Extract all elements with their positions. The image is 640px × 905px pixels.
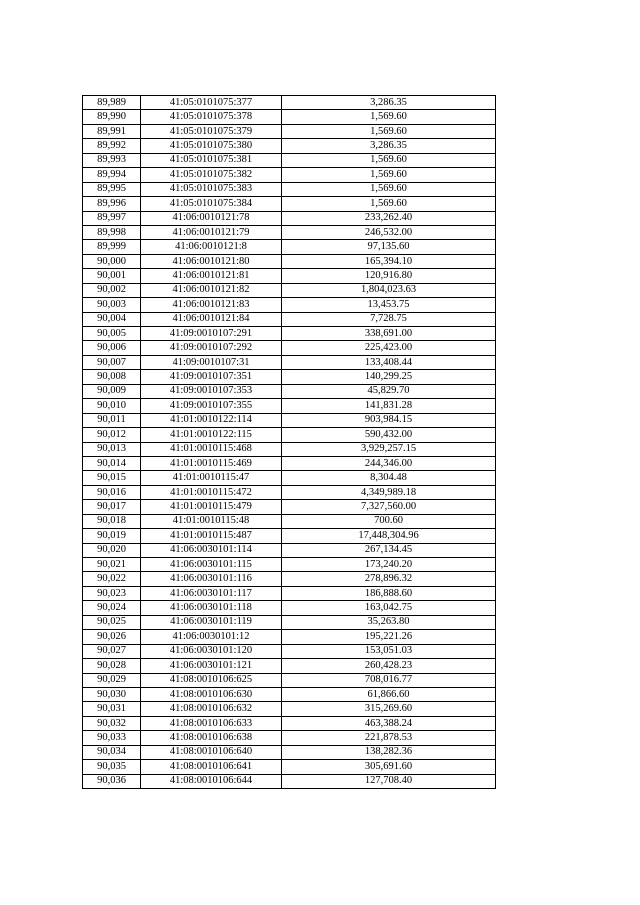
table-row	[83, 312, 496, 326]
row-number-cell: 90,026	[83, 630, 141, 644]
row-number-cell: 90,003	[83, 298, 141, 312]
cadastral-number-cell: 41:08:0010106:632	[141, 702, 282, 716]
amount-cell: 1,569.60	[282, 168, 496, 182]
table-row	[83, 399, 496, 413]
row-number-cell: 90,015	[83, 471, 141, 485]
amount-cell: 708,016.77	[282, 673, 496, 687]
cadastral-number-cell: 41:06:0010121:8	[141, 240, 282, 254]
cadastral-number-cell: 41:01:0010115:469	[141, 456, 282, 470]
row-number-cell: 90,018	[83, 514, 141, 528]
amount-cell: 225,423.00	[282, 341, 496, 355]
amount-cell: 260,428.23	[282, 659, 496, 673]
table-row	[83, 529, 496, 543]
cadastral-number-cell: 41:06:0010121:79	[141, 225, 282, 239]
amount-cell: 1,569.60	[282, 197, 496, 211]
cadastral-number-cell: 41:08:0010106:641	[141, 760, 282, 774]
cadastral-number-cell: 41:06:0030101:117	[141, 586, 282, 600]
cadastral-number-cell: 41:06:0030101:12	[141, 630, 282, 644]
table-row	[83, 197, 496, 211]
row-number-cell: 90,036	[83, 774, 141, 788]
amount-cell: 1,569.60	[282, 110, 496, 124]
table-row	[83, 731, 496, 745]
table-row	[83, 630, 496, 644]
cadastral-number-cell: 41:09:0010107:351	[141, 370, 282, 384]
amount-cell: 3,286.35	[282, 96, 496, 110]
table-body	[83, 96, 496, 789]
table-row	[83, 442, 496, 456]
row-number-cell: 90,012	[83, 428, 141, 442]
amount-cell: 3,929,257.15	[282, 442, 496, 456]
table-row	[83, 153, 496, 167]
cadastral-number-cell: 41:06:0010121:82	[141, 283, 282, 297]
row-number-cell: 90,009	[83, 384, 141, 398]
row-number-cell: 90,030	[83, 687, 141, 701]
row-number-cell: 90,023	[83, 586, 141, 600]
amount-cell: 17,448,304.96	[282, 529, 496, 543]
row-number-cell: 90,004	[83, 312, 141, 326]
table-row	[83, 456, 496, 470]
row-number-cell: 89,994	[83, 168, 141, 182]
row-number-cell: 90,005	[83, 327, 141, 341]
cadastral-number-cell: 41:06:0010121:78	[141, 211, 282, 225]
amount-cell: 4,349,989.18	[282, 485, 496, 499]
cadastral-number-cell: 41:08:0010106:625	[141, 673, 282, 687]
cadastral-number-cell: 41:01:0010122:115	[141, 428, 282, 442]
amount-cell: 165,394.10	[282, 254, 496, 268]
amount-cell: 463,388.24	[282, 716, 496, 730]
row-number-cell: 90,025	[83, 615, 141, 629]
row-number-cell: 90,008	[83, 370, 141, 384]
amount-cell: 138,282.36	[282, 745, 496, 759]
cadastral-number-cell: 41:06:0030101:116	[141, 572, 282, 586]
row-number-cell: 90,024	[83, 601, 141, 615]
row-number-cell: 89,996	[83, 197, 141, 211]
amount-cell: 61,866.60	[282, 687, 496, 701]
row-number-cell: 90,002	[83, 283, 141, 297]
cadastral-number-cell: 41:06:0030101:119	[141, 615, 282, 629]
table-row	[83, 687, 496, 701]
cadastral-number-cell: 41:05:0101075:377	[141, 96, 282, 110]
cadastral-number-cell: 41:09:0010107:292	[141, 341, 282, 355]
row-number-cell: 90,013	[83, 442, 141, 456]
document-page	[82, 95, 496, 789]
table-row	[83, 659, 496, 673]
amount-cell: 246,532.00	[282, 225, 496, 239]
row-number-cell: 90,034	[83, 745, 141, 759]
row-number-cell: 90,029	[83, 673, 141, 687]
row-number-cell: 89,989	[83, 96, 141, 110]
cadastral-number-cell: 41:06:0030101:114	[141, 543, 282, 557]
amount-cell: 338,691.00	[282, 327, 496, 341]
row-number-cell: 89,993	[83, 153, 141, 167]
row-number-cell: 90,007	[83, 355, 141, 369]
cadastral-number-cell: 41:01:0010115:472	[141, 485, 282, 499]
row-number-cell: 90,031	[83, 702, 141, 716]
amount-cell: 163,042.75	[282, 601, 496, 615]
table-row	[83, 601, 496, 615]
parcel-value-table	[82, 95, 496, 789]
table-row	[83, 370, 496, 384]
cadastral-number-cell: 41:05:0101075:382	[141, 168, 282, 182]
amount-cell: 141,831.28	[282, 399, 496, 413]
amount-cell: 590,432.00	[282, 428, 496, 442]
amount-cell: 1,569.60	[282, 124, 496, 138]
table-row	[83, 269, 496, 283]
row-number-cell: 90,020	[83, 543, 141, 557]
amount-cell: 186,888.60	[282, 586, 496, 600]
amount-cell: 244,346.00	[282, 456, 496, 470]
cadastral-number-cell: 41:09:0010107:353	[141, 384, 282, 398]
cadastral-number-cell: 41:06:0030101:121	[141, 659, 282, 673]
cadastral-number-cell: 41:09:0010107:355	[141, 399, 282, 413]
table-row	[83, 327, 496, 341]
table-row	[83, 355, 496, 369]
cadastral-number-cell: 41:01:0010115:479	[141, 500, 282, 514]
amount-cell: 45,829.70	[282, 384, 496, 398]
table-row	[83, 428, 496, 442]
amount-cell: 13,453.75	[282, 298, 496, 312]
amount-cell: 97,135.60	[282, 240, 496, 254]
table-row	[83, 586, 496, 600]
amount-cell: 35,263.80	[282, 615, 496, 629]
cadastral-number-cell: 41:06:0010121:80	[141, 254, 282, 268]
table-row	[83, 572, 496, 586]
row-number-cell: 89,998	[83, 225, 141, 239]
table-row	[83, 760, 496, 774]
table-row	[83, 716, 496, 730]
cadastral-number-cell: 41:06:0010121:83	[141, 298, 282, 312]
table-row	[83, 644, 496, 658]
row-number-cell: 90,022	[83, 572, 141, 586]
amount-cell: 315,269.60	[282, 702, 496, 716]
row-number-cell: 90,021	[83, 558, 141, 572]
row-number-cell: 90,010	[83, 399, 141, 413]
row-number-cell: 90,006	[83, 341, 141, 355]
amount-cell: 140,299.25	[282, 370, 496, 384]
cadastral-number-cell: 41:06:0030101:118	[141, 601, 282, 615]
cadastral-number-cell: 41:05:0101075:378	[141, 110, 282, 124]
row-number-cell: 90,014	[83, 456, 141, 470]
table-row	[83, 500, 496, 514]
amount-cell: 195,221.26	[282, 630, 496, 644]
amount-cell: 221,878.53	[282, 731, 496, 745]
cadastral-number-cell: 41:08:0010106:638	[141, 731, 282, 745]
cadastral-number-cell: 41:05:0101075:379	[141, 124, 282, 138]
table-row	[83, 110, 496, 124]
row-number-cell: 89,997	[83, 211, 141, 225]
table-row	[83, 124, 496, 138]
cadastral-number-cell: 41:06:0030101:120	[141, 644, 282, 658]
amount-cell: 1,569.60	[282, 182, 496, 196]
table-row	[83, 96, 496, 110]
amount-cell: 173,240.20	[282, 558, 496, 572]
row-number-cell: 90,028	[83, 659, 141, 673]
amount-cell: 120,916.80	[282, 269, 496, 283]
amount-cell: 133,408.44	[282, 355, 496, 369]
row-number-cell: 90,001	[83, 269, 141, 283]
cadastral-number-cell: 41:09:0010107:291	[141, 327, 282, 341]
cadastral-number-cell: 41:08:0010106:640	[141, 745, 282, 759]
table-row	[83, 514, 496, 528]
table-row	[83, 673, 496, 687]
row-number-cell: 90,016	[83, 485, 141, 499]
table-row	[83, 471, 496, 485]
amount-cell: 903,984.15	[282, 413, 496, 427]
table-row	[83, 745, 496, 759]
table-row	[83, 702, 496, 716]
table-row	[83, 384, 496, 398]
table-row	[83, 341, 496, 355]
amount-cell: 3,286.35	[282, 139, 496, 153]
table-row	[83, 182, 496, 196]
table-row	[83, 558, 496, 572]
table-row	[83, 774, 496, 788]
cadastral-number-cell: 41:01:0010115:487	[141, 529, 282, 543]
row-number-cell: 90,032	[83, 716, 141, 730]
amount-cell: 127,708.40	[282, 774, 496, 788]
row-number-cell: 90,019	[83, 529, 141, 543]
table-row	[83, 543, 496, 557]
table-row	[83, 254, 496, 268]
cadastral-number-cell: 41:09:0010107:31	[141, 355, 282, 369]
row-number-cell: 90,000	[83, 254, 141, 268]
row-number-cell: 90,035	[83, 760, 141, 774]
row-number-cell: 90,027	[83, 644, 141, 658]
cadastral-number-cell: 41:08:0010106:633	[141, 716, 282, 730]
table-row	[83, 298, 496, 312]
amount-cell: 8,304.48	[282, 471, 496, 485]
cadastral-number-cell: 41:08:0010106:630	[141, 687, 282, 701]
cadastral-number-cell: 41:08:0010106:644	[141, 774, 282, 788]
table-row	[83, 615, 496, 629]
cadastral-number-cell: 41:01:0010115:47	[141, 471, 282, 485]
cadastral-number-cell: 41:05:0101075:384	[141, 197, 282, 211]
cadastral-number-cell: 41:05:0101075:381	[141, 153, 282, 167]
row-number-cell: 89,999	[83, 240, 141, 254]
row-number-cell: 89,995	[83, 182, 141, 196]
cadastral-number-cell: 41:05:0101075:383	[141, 182, 282, 196]
row-number-cell: 89,990	[83, 110, 141, 124]
amount-cell: 233,262.40	[282, 211, 496, 225]
table-row	[83, 240, 496, 254]
table-row	[83, 139, 496, 153]
table-row	[83, 485, 496, 499]
row-number-cell: 89,991	[83, 124, 141, 138]
table-row	[83, 225, 496, 239]
cadastral-number-cell: 41:01:0010115:48	[141, 514, 282, 528]
amount-cell: 7,327,560.00	[282, 500, 496, 514]
table-row	[83, 168, 496, 182]
cadastral-number-cell: 41:05:0101075:380	[141, 139, 282, 153]
amount-cell: 1,569.60	[282, 153, 496, 167]
amount-cell: 1,804,023.63	[282, 283, 496, 297]
table-row	[83, 283, 496, 297]
amount-cell: 700.60	[282, 514, 496, 528]
row-number-cell: 89,992	[83, 139, 141, 153]
amount-cell: 153,051.03	[282, 644, 496, 658]
cadastral-number-cell: 41:06:0010121:84	[141, 312, 282, 326]
table-row	[83, 413, 496, 427]
row-number-cell: 90,011	[83, 413, 141, 427]
row-number-cell: 90,017	[83, 500, 141, 514]
cadastral-number-cell: 41:06:0010121:81	[141, 269, 282, 283]
amount-cell: 305,691.60	[282, 760, 496, 774]
amount-cell: 278,896.32	[282, 572, 496, 586]
amount-cell: 267,134.45	[282, 543, 496, 557]
cadastral-number-cell: 41:06:0030101:115	[141, 558, 282, 572]
cadastral-number-cell: 41:01:0010122:114	[141, 413, 282, 427]
row-number-cell: 90,033	[83, 731, 141, 745]
table-row	[83, 211, 496, 225]
cadastral-number-cell: 41:01:0010115:468	[141, 442, 282, 456]
amount-cell: 7,728.75	[282, 312, 496, 326]
